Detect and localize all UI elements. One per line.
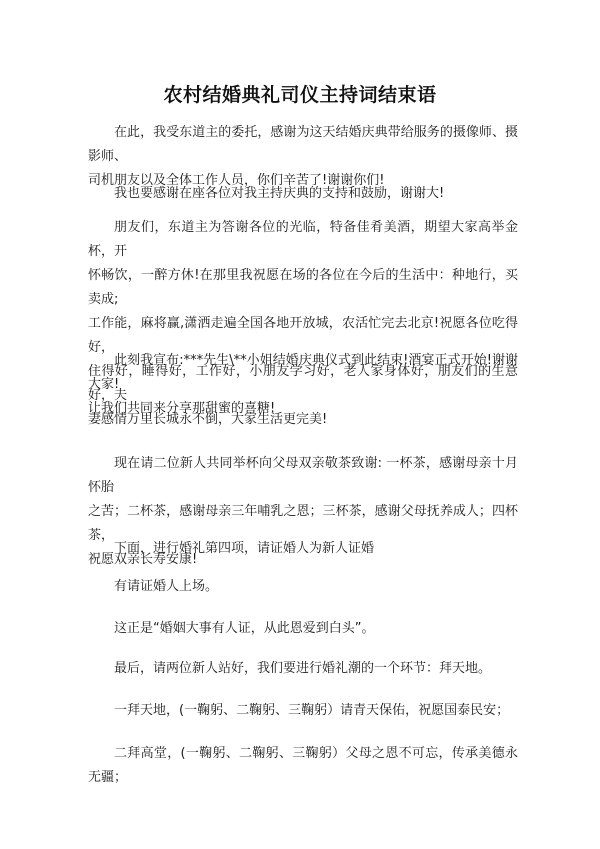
paragraph-line: 最后，请两位新人站好，我们要进行婚礼潮的一个环节：拜天地。 [114,661,492,676]
paragraph-thanks-guests [88,182,518,206]
paragraph-line: 妻感情万里长城永不倒，大家生活更完美! [88,412,328,427]
paragraph-announcement [88,349,518,421]
paragraph-line: 祝愿双亲长寿安康! [88,552,198,567]
paragraph-line: 二拜高堂，(一鞠躬、二鞠躬、三鞠躬）父母之恩不可忘，传承美德永无疆； [88,746,518,785]
paragraph-saying [88,617,518,641]
paragraph-line: 这正是“婚姻大事有人证，从此恩爱到白头”。 [114,621,375,636]
paragraph-line: 司机朋友以及全体工作人员，你们辛苦了!谢谢你们! [88,173,385,188]
paragraph-line: 工作能，麻将赢,潇洒走遍全国各地开放城，农活忙完去北京!祝愿各位吃得好， [88,316,518,355]
paragraph-line: 一拜天地，(一鞠躬、二鞠躬、三鞠躬）请青天保佑，祝愿国泰民安； [114,703,510,718]
paragraph-line: 现在请二位新人共同举杯向父母双亲敬茶致谢: 一杯茶，感谢母亲十月怀胎 [88,456,518,495]
paragraph-line: 住得好，睡得好，工作好，小朋友学习好，老人家身体好，朋友们的生意好，夫 [88,364,518,403]
paragraph-first-bow [88,699,518,723]
paragraph-line: 下面，进行婚礼第四项，请证婚人为新人证婚 [114,541,375,556]
document-title: 农村结婚典礼司仪主持词结束语 [163,84,437,106]
paragraph-line: 有请证婚人上场。 [114,579,219,594]
paragraph-bow-intro [88,657,518,681]
paragraph-line: 此刻我宣布:***先生\**小姐结婚庆典仪式到此结束!酒宴正式开始!谢谢大家! [88,353,518,392]
paragraph-line: 让我们共同来分享那甜蜜的喜糖! [88,401,276,416]
paragraph-line: 朋友们，东道主为答谢各位的光临，特备佳肴美酒，期望大家高举金杯，开 [88,220,518,259]
paragraph-line: 我也要感谢在座各位对我主持庆典的支持和鼓励，谢谢大! [114,186,445,201]
paragraph-line: 之苦；二杯茶，感谢母亲三年哺乳之恩；三杯茶，感谢父母抚养成人；四杯茶， [88,504,518,543]
paragraph-witness-item [88,537,518,561]
paragraph-second-bow [88,742,518,790]
paragraph-witness-invite [88,575,518,599]
paragraph-line: 在此，我受东道主的委托，感谢为这天结婚庆典带给服务的摄像师、摄影师、 [88,125,518,164]
paragraph-line: 怀畅饮，一醉方休!在那里我祝愿在场的各位在今后的生活中：种地行，买卖成; [88,268,518,307]
